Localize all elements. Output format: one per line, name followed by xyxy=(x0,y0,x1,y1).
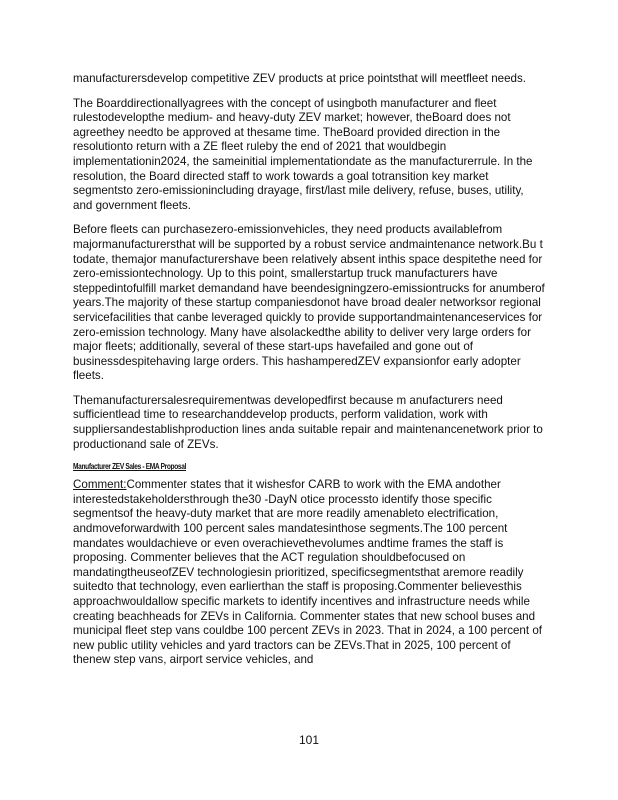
document-body xyxy=(73,72,545,678)
section-heading: Manufacturer ZEV Sales - EMA Proposal xyxy=(73,462,187,472)
paragraph-before-fleets: Before fleets can purchasezero-emissionvehicles, they need products availablefrom majormanufacturersthat will be supported by a robust service andmaintenance network.Bu t todate, themajor manufacturershave been relatively absent inthis space despitethe need for zero-emissiontechnology. Up to this point, smallerstartup truck manufacturers have steppedintofulfill market demandand have beendesigningzero-emissiontrucks for anumberof years.The majority of these startup companiesdonot have broad dealer networksor regional servicefacilities that canbe leveraged quickly to provide supportandmaintenanceservices for zero-emission technology. Many have alsolackedthe ability to deliver very large orders for major fleets; additionally, several of these start-ups havefailed and gone out of businessdespitehaving large orders. This hashamperedZEV expansionfor early adopter fleets. xyxy=(73,223,545,383)
paragraph-board-direction: The Boarddirectionallyagrees with the concept of usingboth manufacturer and fleet rulestodevelopthe medium- and heavy-duty ZEV market; however, theBoard does not agreethey needto be approved at thesame time. TheBoard provided direction in the resolutionto return with a ZE fleet ruleby the end of 2021 that wouldbegin implementationin2024, the sameinitial implementationdate as the manufacturerrule. In the resolution, the Board directed staff to work towards a goal totransition key market segmentsto zero-emissionincluding drayage, first/last mile delivery, refuse, buses, utility, and government fleets. xyxy=(73,96,533,212)
comment-label: Comment: xyxy=(73,478,127,492)
comment-paragraph xyxy=(73,478,545,668)
page-number: 101 xyxy=(298,733,320,747)
comment-text: Commenter states that it wishesfor CARB to work with the EMA andother interestedstakeholdersthrough the30 -DayN otice processto identify those specific segmentsof the heavy-duty market that are more readily amenableto electrification, andmoveforwardwith 100 percent sales mandatesinthose segments.The 100 percent mandates wouldachieve or even overachievethevolumes andtime frames the staff is proposing. Commenter believes that the ACT regulation shouldbefocused on mandatingtheuseofZEV technologiesin prioritized, specificsegmentsthat aremore readily suitedto that technology, even earlierthan the staff is proposing.Commenter believesthis approachwouldallow specific markets to identify incentives and infrastructure needs while creating beachheads for ZEVs in California. Commenter states that new school buses and municipal fleet step vans couldbe 100 percent ZEVs in 2023. That in 2024, a 100 percent of new public utility vehicles and yard tractors can be ZEVs.That in 2025, 100 percent of thenew step vans, airport service vehicles, and xyxy=(73,478,542,667)
paragraph-fleet-needs: manufacturersdevelop competitive ZEV products at price pointsthat will meetfleet needs. xyxy=(73,72,527,85)
paragraph-manufacturer-sales: Themanufacturersalesrequirementwas developedfirst because m anufacturers need sufficientlead time to researchanddevelop products, perform validation, work with suppliersandestablishproduction lines anda suitable repair and maintenancenetwork prior to productionand sale of ZEVs. xyxy=(73,393,543,451)
